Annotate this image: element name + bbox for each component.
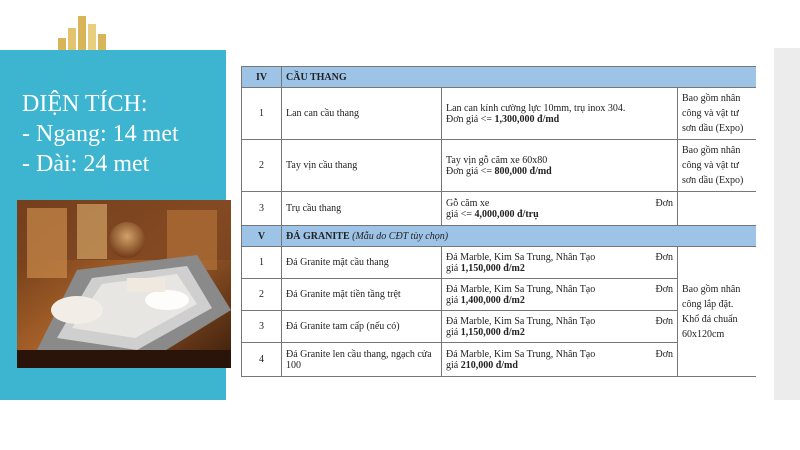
interior-photo [17, 200, 231, 368]
row-item: Đá Granite tam cấp (nếu có) [282, 311, 442, 343]
price-table [241, 66, 756, 377]
row-desc-line1: Đá Marble, Kim Sa Trung, Nhân Tạo [446, 315, 596, 327]
row-price: 210,000 đ/md [460, 359, 518, 371]
row-desc-right: Đơn [655, 348, 673, 360]
row-number: 2 [242, 140, 282, 192]
row-note: Bao gồm nhân công và vật tư sơn dầu (Expo) [678, 88, 757, 140]
row-desc-line1: Tay vịn gỗ căm xe 60x80 [446, 154, 548, 166]
row-desc-right: Đơn [655, 197, 673, 209]
area-title: DIỆN TÍCH: [22, 91, 148, 117]
row-description [442, 343, 678, 377]
section-number: V [242, 226, 282, 247]
row-desc-prefix: giá <= [446, 208, 475, 220]
row-item: Lan can cầu thang [282, 88, 442, 140]
row-note [678, 192, 757, 226]
row-price: 1,150,000 đ/m2 [460, 326, 525, 338]
row-desc-prefix: Đơn giá <= [446, 165, 495, 177]
row-item: Đá Granite mặt cầu thang [282, 247, 442, 279]
row-number: 1 [242, 247, 282, 279]
section-title-cell [282, 226, 757, 247]
row-item: Trụ cầu thang [282, 192, 442, 226]
row-number: 1 [242, 88, 282, 140]
row-note: Bao gồm nhân công và vật tư sơn dầu (Expo) [678, 140, 757, 192]
row-description [442, 88, 678, 140]
price-table-container [241, 66, 756, 378]
table-row [242, 247, 757, 279]
section-number: IV [242, 67, 282, 88]
row-item: Tay vịn cầu thang [282, 140, 442, 192]
row-desc-line1: Lan can kính cường lực 10mm, trụ inox 304. [446, 102, 626, 114]
area-width: - Ngang: 14 met [22, 121, 179, 147]
row-price: 1,300,000 đ/md [494, 113, 560, 125]
row-desc-line1: Gỗ căm xe [446, 197, 490, 209]
row-desc-line1: Đá Marble, Kim Sa Trung, Nhân Tạo [446, 348, 596, 360]
row-price: 1,400,000 đ/m2 [460, 294, 525, 306]
row-price: 1,150,000 đ/m2 [460, 262, 525, 274]
row-number: 3 [242, 192, 282, 226]
table-row [242, 88, 757, 140]
section-subtitle: (Mẫu do CĐT tùy chọn) [352, 230, 449, 242]
row-number: 4 [242, 343, 282, 377]
row-desc-prefix: Đơn giá <= [446, 113, 495, 125]
row-price: 4,000,000 đ/trụ [474, 208, 539, 220]
row-item: Đá Granite len cầu thang, ngạch cửa 100 [282, 343, 442, 377]
granite-note: Bao gồm nhân công lắp đặt. Khổ đá chuẩn 60x120cm [678, 247, 757, 377]
row-desc-right: Đơn [655, 283, 673, 295]
row-description [442, 279, 678, 311]
interior-image-icon [17, 200, 231, 368]
row-number: 2 [242, 279, 282, 311]
row-description [442, 311, 678, 343]
row-desc-prefix: giá [446, 326, 461, 338]
row-desc-prefix: giá [446, 294, 461, 306]
row-desc-prefix: giá [446, 359, 461, 371]
row-number: 3 [242, 311, 282, 343]
section-header-granite [242, 226, 757, 247]
table-row [242, 192, 757, 226]
area-length: - Dài: 24 met [22, 151, 150, 177]
row-desc-line1: Đá Marble, Kim Sa Trung, Nhân Tạo [446, 251, 596, 263]
table-row [242, 140, 757, 192]
section-header-stairs [242, 67, 757, 88]
row-desc-right: Đơn [655, 315, 673, 327]
row-price: 800,000 đ/md [494, 165, 552, 177]
row-item: Đá Granite mặt tiền tầng trệt [282, 279, 442, 311]
section-title: CẦU THANG [282, 67, 757, 88]
row-description [442, 140, 678, 192]
row-description [442, 247, 678, 279]
row-description [442, 192, 678, 226]
row-desc-line1: Đá Marble, Kim Sa Trung, Nhân Tạo [446, 283, 596, 295]
row-desc-prefix: giá [446, 262, 461, 274]
section-title: ĐÁ GRANITE [286, 230, 350, 242]
row-desc-right: Đơn [655, 251, 673, 263]
area-info [22, 89, 179, 179]
scrollbar[interactable] [774, 48, 800, 400]
